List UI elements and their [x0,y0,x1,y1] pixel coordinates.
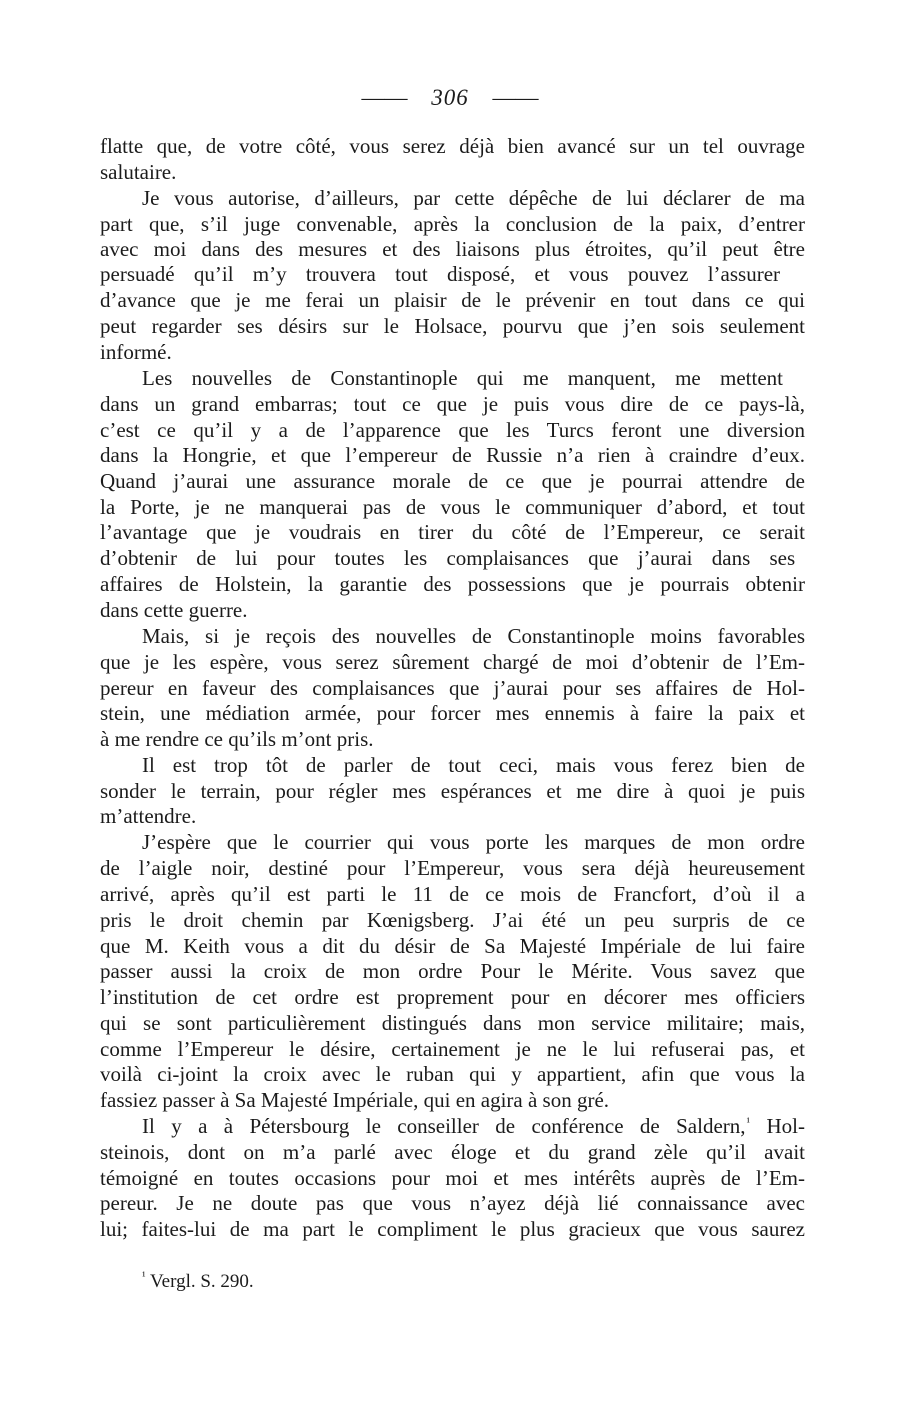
text-line: persuadé qu’il m’y trouvera tout disposé, et vous pouvez l’assurer [100,262,781,286]
text-line: arrivé, après qu’il est parti le 11 de ce mois de Francfort, d’où il a [100,882,805,906]
text-line: pereur. Je ne doute pas que vous n’ayez déjà lié connaissance avec [100,1191,805,1215]
header-left-dash: —— [361,85,408,110]
footnote-text: Vergl. S. 290. [150,1271,254,1292]
text-line: sonder le terrain, pour régler mes espérances et me dire à quoi je puis [100,779,805,803]
text-line: Quand j’aurai une assurance morale de ce que je pourrai attendre de [100,469,805,493]
text-line: d’obtenir de lui pour toutes les complaisances que j’aurai dans ses [100,546,796,570]
text-line: J’espère que le courrier qui vous porte les marques de mon ordre [142,830,805,854]
text-line: la Porte, je ne manquerai pas de vous le communiquer d’abord, et tout [100,495,805,519]
text-line: passer aussi la croix de mon ordre Pour le Mérite. Vous savez que [100,959,805,983]
text-line: Il est trop tôt de parler de tout ceci, mais vous ferez bien de [142,753,805,777]
text-line: que M. Keith vous a dit du désir de Sa Majesté Impériale de lui faire [100,934,805,958]
text-line: témoigné en toutes occasions pour moi et mes intérêts auprès de l’Em- [100,1166,805,1190]
text-line [142,1116,805,1137]
text-line: que je les espère, vous serez sûrement chargé de moi d’obtenir de l’Em- [100,650,805,674]
text-line: informé. [100,340,172,364]
text-line: fassiez passer à Sa Majesté Impériale, qui en agira à son gré. [100,1088,610,1112]
footnote [142,1270,254,1291]
text-line: d’avance que je me ferai un plaisir de le prévenir en tout dans ce qui [100,288,805,312]
text-line: Mais, si je reçois des nouvelles de Constantinople moins favorables [142,624,805,648]
page-header [0,86,900,109]
text-line: avec moi dans des mesures et des liaisons plus étroites, qu’il peut être [100,237,805,261]
text-line: peut regarder ses désirs sur le Holsace, pourvu que j’en sois seulement [100,314,805,338]
text-line: dans la Hongrie, et que l’empereur de Russie n’a rien à craindre d’eux. [100,443,805,467]
text-line: voilà ci-joint la croix avec le ruban qui y appartient, afin que vous la [100,1062,805,1086]
header-right-dash: —— [492,85,539,110]
text-line: m’attendre. [100,804,197,828]
text-line: salutaire. [100,160,177,184]
text-line: qui se sont particulièrement distingués dans mon service militaire; mais, [100,1011,805,1035]
text-line: lui; faites-lui de ma part le compliment le plus gracieux que vous saurez [100,1217,805,1241]
text-line: pereur en faveur des complaisances que j’aurai pour ses affaires de Hol- [100,676,805,700]
footnote-marker: ¹ [142,1269,146,1283]
page-number: 306 [431,85,469,110]
text-line: steinois, dont on m’a parlé avec éloge et du grand zèle qu’il avait [100,1140,805,1164]
text-line: comme l’Empereur le désire, certainement je ne le lui refuserai pas, et [100,1037,805,1061]
text-line: Les nouvelles de Constantinople qui me manquent, me mettent [142,366,783,390]
text-line-main: Il y a à Pétersbourg le conseiller de conférence de Saldern, [142,1114,746,1138]
text-line: Je vous autorise, d’ailleurs, par cette dépêche de lui déclarer de ma [142,186,805,210]
text-line: c’est ce qu’il y a de l’apparence que les Turcs feront une diversion [100,418,805,442]
footnote-ref: ¹ [746,1115,751,1129]
text-line: pris le droit chemin par Kœnigsberg. J’ai été un peu surpris de ce [100,908,805,932]
text-line: flatte que, de votre côté, vous serez déjà bien avancé sur un tel ouvrage [100,134,805,158]
text-line: part que, s’il juge convenable, après la conclusion de la paix, d’entrer [100,212,805,236]
text-line: dans un grand embarras; tout ce que je puis vous dire de ce pays-là, [100,392,805,416]
text-line: stein, une médiation armée, pour forcer mes ennemis à faire la paix et [100,701,805,725]
text-line: l’institution de cet ordre est proprement pour en décorer mes officiers [100,985,805,1009]
text-line: affaires de Holstein, la garantie des possessions que je pourrais obtenir [100,572,805,596]
text-line: dans cette guerre. [100,598,248,622]
text-line-tail: Hol- [766,1114,805,1138]
text-line: à me rendre ce qu’ils m’ont pris. [100,727,374,751]
text-line: de l’aigle noir, destiné pour l’Empereur, vous sera déjà heureusement [100,856,805,880]
text-line: l’avantage que je voudrais en tirer du côté de l’Empereur, ce serait [100,520,805,544]
